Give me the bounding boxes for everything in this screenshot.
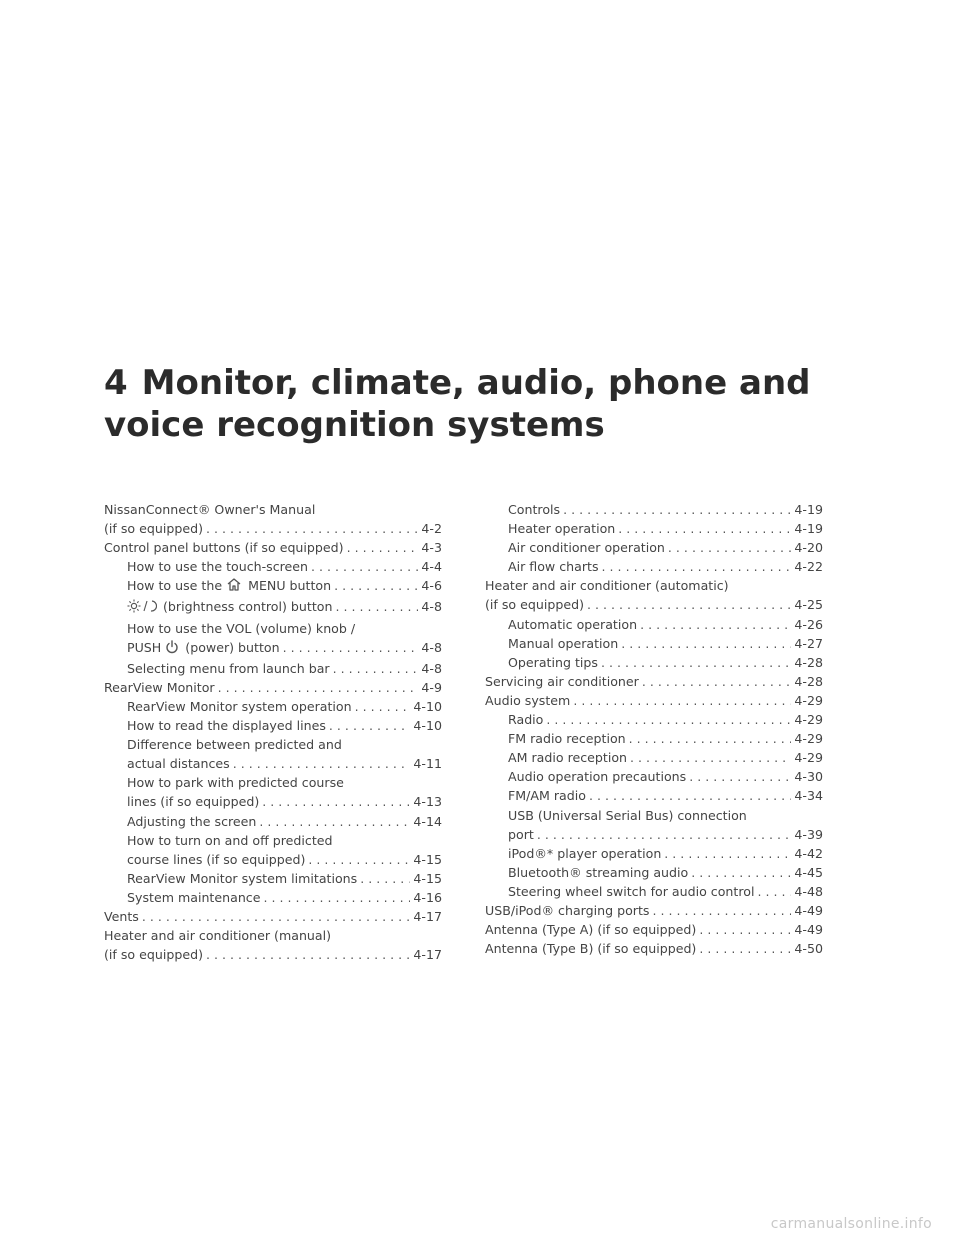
dot-leader [618, 519, 791, 538]
toc-entry-text: Audio system [485, 692, 571, 708]
dot-leader [563, 500, 791, 519]
toc-entry-text: How to use the [127, 578, 223, 594]
dot-leader [335, 597, 418, 616]
dot-leader [589, 786, 791, 805]
toc-entry-text: RearView Monitor system limitations [127, 870, 358, 886]
dot-leader [621, 634, 791, 653]
dot-leader [601, 653, 791, 672]
toc-entry-text-after-icon: (power) button [185, 639, 280, 655]
dot-leader [602, 557, 792, 576]
toc-entry-line [508, 519, 823, 538]
toc-entry-text: Air flow charts [508, 559, 599, 575]
toc-entry-title-line: Heater and air conditioner (automatic) [485, 578, 729, 594]
toc-entry-text: How to read the displayed lines [127, 718, 326, 734]
toc-entry-line [485, 672, 823, 691]
toc-entry-title [485, 939, 696, 958]
toc-entry-line [485, 595, 823, 614]
toc-entry-text: AM radio reception [508, 750, 628, 766]
chapter-title-line-1 [104, 362, 904, 404]
toc-entry-text: USB/iPod® charging ports [485, 902, 650, 918]
toc-entry-title [485, 901, 649, 920]
toc-entry-title [127, 888, 260, 907]
toc-entry[interactable] [485, 901, 823, 920]
toc-entry[interactable] [104, 869, 442, 888]
toc-entry-title [127, 638, 280, 659]
toc-entry-title [127, 812, 256, 831]
toc-page-number: 4-49 [794, 922, 823, 938]
toc-entry-text: iPod®* player operation [508, 845, 662, 861]
chapter-title [104, 362, 904, 446]
toc-page-number: 4-19 [794, 521, 823, 537]
toc-entry-text: (if so equipped) [104, 947, 203, 963]
toc-page-number: 4-17 [413, 908, 442, 924]
toc-page-number: 4-8 [421, 599, 442, 615]
toc-entry-title [127, 576, 331, 597]
toc-entry-title [127, 697, 352, 716]
toc-entry-title [508, 557, 599, 576]
toc-page-number: 4-17 [413, 947, 442, 963]
toc-page-number: 4-39 [794, 826, 823, 842]
toc-page-number: 4-29 [794, 731, 823, 747]
toc-entry-line [508, 825, 823, 844]
toc-entry-title [508, 710, 543, 729]
toc-entry-title [104, 678, 215, 697]
dot-leader [262, 792, 410, 811]
toc-entry[interactable] [104, 659, 442, 678]
toc-entry-line [127, 576, 442, 597]
toc-page-number: 4-13 [413, 794, 442, 810]
toc-entry-title [508, 882, 754, 901]
toc-entry-text: Air conditioner operation [508, 540, 665, 556]
toc-page-number: 4-26 [794, 616, 823, 632]
toc-entry[interactable] [485, 634, 823, 653]
toc-page-number: 4-9 [421, 679, 442, 695]
toc-entry-title [508, 844, 661, 863]
toc-page-number: 4-34 [794, 788, 823, 804]
toc-entry-title-line: How to turn on and off predicted [127, 832, 333, 848]
toc-page-number: 4-16 [413, 889, 442, 905]
dot-leader [355, 697, 411, 716]
toc-entry[interactable] [104, 678, 442, 697]
toc-entry[interactable] [485, 767, 823, 786]
toc-page-number: 4-6 [421, 578, 442, 594]
toc-entry-text: lines (if so equipped) [127, 794, 260, 810]
toc-entry-text: Antenna (Type B) (if so equipped) [485, 941, 697, 957]
toc-entry-title [508, 729, 626, 748]
dot-leader [587, 595, 791, 614]
toc-entry-line [104, 678, 442, 697]
toc-entry-text: Heater operation [508, 521, 616, 537]
toc-entry-title [508, 748, 627, 767]
toc-entry-text-after-icon: MENU button [248, 578, 332, 594]
toc-page-number: 4-30 [794, 769, 823, 785]
toc-entry-line [127, 754, 442, 773]
toc-entry-line [127, 812, 442, 831]
toc-entry-text: Radio [508, 712, 544, 728]
toc-entry-line [104, 907, 442, 926]
toc-entry-title [127, 659, 330, 678]
toc-entry-title [508, 634, 618, 653]
toc-page-number: 4-29 [794, 692, 823, 708]
toc-entry-title [127, 869, 357, 888]
toc-page-number: 4-28 [794, 673, 823, 689]
dot-leader [573, 691, 791, 710]
toc-page-number: 4-15 [413, 851, 442, 867]
toc-entry-title [485, 672, 639, 691]
toc-entry-line [508, 748, 823, 767]
dot-leader [259, 812, 410, 831]
toc-page-number: 4-10 [413, 718, 442, 734]
toc-page-number: 4-11 [413, 756, 442, 772]
toc-entry[interactable] [485, 576, 823, 614]
toc-entry-title-line: How to use the VOL (volume) knob / [127, 620, 356, 636]
toc-entry-line [127, 638, 442, 659]
toc-entry-title [485, 691, 570, 710]
toc-entry-line [508, 729, 823, 748]
toc-entry-line [127, 716, 442, 735]
toc-entry-title [508, 615, 637, 634]
toc-entry[interactable] [104, 773, 442, 811]
toc-entry-text: RearView Monitor system operation [127, 698, 352, 714]
toc-page-number: 4-42 [794, 845, 823, 861]
toc-entry-text: Audio operation precautions [508, 769, 687, 785]
toc-entry-line [104, 945, 442, 964]
toc-entry-line [127, 557, 442, 576]
toc-entry[interactable] [104, 538, 442, 557]
toc-entry-title [127, 754, 230, 773]
toc-entry-title-line: Heater and air conditioner (manual) [104, 928, 332, 944]
chapter-title-text-1: Monitor, climate, audio, phone and [141, 363, 811, 403]
brightness-icon [127, 599, 157, 618]
toc-entry[interactable] [485, 538, 823, 557]
toc-entry-text: Controls [508, 502, 561, 517]
toc-entry[interactable] [485, 863, 823, 882]
toc-entry-title-line: USB (Universal Serial Bus) connection [508, 807, 747, 823]
toc-page-number: 4-45 [794, 864, 823, 880]
toc-page-number: 4-19 [794, 502, 823, 517]
toc-entry-line [485, 901, 823, 920]
toc-page-number: 4-8 [421, 660, 442, 676]
toc-entry-line [508, 767, 823, 786]
toc-entry-line [508, 844, 823, 863]
toc-entry-text: Steering wheel switch for audio control [508, 883, 755, 899]
toc-entry-text: Automatic operation [508, 616, 638, 632]
toc-entry-title [127, 597, 332, 618]
toc-page-number: 4-28 [794, 654, 823, 670]
toc-entry[interactable] [485, 844, 823, 863]
toc-entry-title [127, 716, 326, 735]
toc-entry-title [508, 500, 560, 519]
chapter-number: 4 [104, 363, 128, 403]
toc-entry[interactable] [485, 557, 823, 576]
toc-right-column [485, 500, 823, 958]
toc-entry[interactable] [104, 500, 442, 538]
dot-leader [283, 638, 419, 657]
dot-leader [629, 729, 792, 748]
toc-entry-line [127, 792, 442, 811]
toc-entry[interactable] [485, 653, 823, 672]
toc-entry[interactable] [104, 907, 442, 926]
toc-entry[interactable] [104, 619, 442, 659]
toc-entry-line [508, 863, 823, 882]
toc-entry-title [485, 920, 696, 939]
toc-entry-text: System maintenance [127, 889, 261, 905]
toc-entry-title-line: Difference between predicted and [127, 737, 342, 753]
toc-page-number: 4-48 [794, 883, 823, 899]
toc-entry-title [508, 653, 598, 672]
toc-entry[interactable] [104, 697, 442, 716]
toc-entry-text: course lines (if so equipped) [127, 851, 306, 867]
toc-entry-title [127, 792, 259, 811]
home-icon [226, 577, 242, 597]
dot-leader [699, 920, 791, 939]
toc-entry[interactable] [485, 691, 823, 710]
toc-entry[interactable] [485, 748, 823, 767]
toc-page-number: 4-2 [421, 521, 442, 537]
dot-leader [263, 888, 410, 907]
toc-entry-title [508, 519, 615, 538]
toc-entry-title [104, 945, 203, 964]
toc-entry-text: Vents [104, 908, 139, 924]
toc-entry-line [104, 538, 442, 557]
dot-leader [347, 538, 419, 557]
toc-entry-line [127, 888, 442, 907]
toc-entry[interactable] [104, 716, 442, 735]
dot-leader [689, 767, 791, 786]
toc-entry-text: Manual operation [508, 635, 619, 651]
toc-page-number: 4-25 [794, 597, 823, 613]
toc-entry-line [127, 850, 442, 869]
dot-leader [334, 576, 418, 595]
toc-page-number: 4-10 [413, 698, 442, 714]
toc-entry[interactable] [104, 576, 442, 597]
toc-entry[interactable] [485, 882, 823, 901]
dot-leader [664, 844, 791, 863]
toc-entry[interactable] [485, 519, 823, 538]
toc-entry[interactable] [485, 920, 823, 939]
toc-entry-line [508, 653, 823, 672]
toc-entry-line [127, 659, 442, 678]
dot-leader [206, 945, 410, 964]
toc-page-number: 4-3 [421, 540, 442, 556]
dot-leader [642, 672, 792, 691]
toc-entry-line [127, 697, 442, 716]
toc-entry[interactable] [485, 939, 823, 958]
dot-leader [206, 519, 418, 538]
dot-leader [142, 907, 411, 926]
toc-entry-text: (if so equipped) [485, 597, 584, 613]
toc-entry-line [485, 691, 823, 710]
dot-leader [360, 869, 410, 888]
toc-entry[interactable] [104, 888, 442, 907]
dot-leader [233, 754, 411, 773]
toc-entry[interactable] [104, 597, 442, 618]
toc-entry[interactable] [104, 735, 442, 773]
toc-entry-line [508, 710, 823, 729]
toc-entry-text: PUSH [127, 639, 162, 655]
toc-entry[interactable] [485, 615, 823, 634]
toc-page-number: 4-4 [421, 559, 442, 575]
dot-leader [333, 659, 419, 678]
toc-entry-text: How to use the touch-screen [127, 559, 309, 575]
dot-leader [757, 882, 791, 901]
toc-entry[interactable] [485, 500, 823, 519]
toc-page-number: 4-29 [794, 750, 823, 766]
toc-entry-line [508, 500, 823, 519]
toc-entry-title [104, 538, 344, 557]
toc-entry-line [508, 786, 823, 805]
dot-leader [537, 825, 792, 844]
toc-page-number: 4-49 [794, 902, 823, 918]
toc-entry[interactable] [485, 672, 823, 691]
toc-entry-line [508, 882, 823, 901]
toc-entry-text: Selecting menu from launch bar [127, 660, 330, 676]
toc-entry-title [104, 907, 139, 926]
toc-entry-text: port [508, 826, 534, 842]
toc-entry-line [508, 634, 823, 653]
dot-leader [308, 850, 410, 869]
toc-entry[interactable] [104, 557, 442, 576]
toc-entry-text: Control panel buttons (if so equipped) [104, 540, 344, 556]
toc-entry-text: FM/AM radio [508, 788, 586, 804]
toc-entry[interactable] [485, 710, 823, 729]
toc-entry-text: actual distances [127, 756, 230, 772]
dot-leader [652, 901, 791, 920]
chapter-title-line-2: voice recognition systems [104, 405, 605, 445]
toc-entry[interactable] [104, 831, 442, 869]
toc-entry-title [508, 863, 688, 882]
toc-entry-line [508, 557, 823, 576]
toc-entry-text: (if so equipped) [104, 521, 203, 537]
toc-entry-title-line: NissanConnect® Owner's Manual [104, 502, 316, 517]
toc-entry-text: Bluetooth® streaming audio [508, 864, 689, 880]
toc-entry-title [127, 850, 305, 869]
dot-leader [691, 863, 791, 882]
toc-page-number: 4-15 [413, 870, 442, 886]
toc-entry-title [508, 767, 686, 786]
toc-page-number: 4-50 [794, 941, 823, 957]
toc-entry-title [508, 825, 534, 844]
toc-entry[interactable] [485, 729, 823, 748]
toc-entry[interactable] [104, 812, 442, 831]
toc-entry-title [508, 538, 665, 557]
dot-leader [668, 538, 791, 557]
toc-page-number: 4-22 [794, 559, 823, 575]
toc-entry-title [104, 519, 203, 538]
dot-leader [546, 710, 791, 729]
toc-entry[interactable] [485, 806, 823, 844]
toc-entry-line [508, 615, 823, 634]
dot-leader [311, 557, 418, 576]
footer-watermark: carmanualsonline.info [770, 1216, 932, 1232]
toc-entry-text: FM radio reception [508, 731, 626, 747]
toc-entry-text: Adjusting the screen [127, 813, 257, 829]
toc-entry-text: Antenna (Type A) (if so equipped) [485, 922, 697, 938]
toc-entry-line [485, 920, 823, 939]
toc-entry-text: Operating tips [508, 654, 598, 670]
dot-leader [630, 748, 791, 767]
toc-entry-title [508, 786, 586, 805]
toc-left-column [104, 500, 442, 964]
toc-entry-title [485, 595, 584, 614]
dot-leader [218, 678, 419, 697]
toc-page-number: 4-29 [794, 712, 823, 728]
toc-entry-text: Servicing air conditioner [485, 673, 639, 689]
toc-page-number: 4-8 [421, 639, 442, 655]
toc-entry-line [127, 869, 442, 888]
dot-leader [640, 615, 791, 634]
power-icon [165, 640, 179, 659]
toc-entry-line [485, 939, 823, 958]
toc-entry-text: (brightness control) button [163, 599, 333, 615]
toc-entry-title-line: How to park with predicted course [127, 775, 344, 791]
toc-entry[interactable] [485, 786, 823, 805]
toc-page-number: 4-27 [794, 635, 823, 651]
toc-entry-line [508, 538, 823, 557]
toc-entry-line [127, 597, 442, 618]
toc-page-number: 4-20 [794, 540, 823, 556]
dot-leader [699, 939, 791, 958]
toc-entry-line [104, 519, 442, 538]
toc-entry-title [127, 557, 308, 576]
toc-page-number: 4-14 [413, 813, 442, 829]
dot-leader [329, 716, 410, 735]
toc-entry-text: RearView Monitor [104, 679, 215, 695]
toc-entry[interactable] [104, 926, 442, 964]
